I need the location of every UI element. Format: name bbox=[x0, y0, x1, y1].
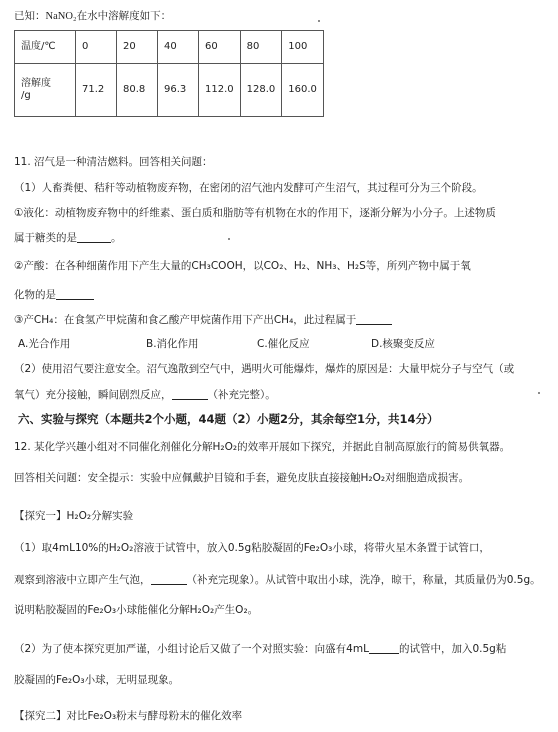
explore1-heading: 【探究一】H₂O₂分解实验 bbox=[14, 510, 134, 522]
q12-step1-a: （1）取4mL10%的H₂O₂溶液于试管中，放入0.5g粘胶凝固的Fe₂O₃小球，将带火星木条置于试管口， bbox=[14, 542, 490, 554]
table-row-label bbox=[15, 64, 76, 117]
answer-blank[interactable] bbox=[151, 573, 187, 585]
decorative-dot bbox=[538, 392, 540, 394]
table-cell: 160.0 bbox=[282, 64, 324, 117]
row-label-line1: 溶解度 bbox=[21, 77, 51, 89]
q11-hydrolysis-a: ①液化：动植物废弃物中的纤维素、蛋白质和脂肪等有机物在水的作用下，逐渐分解为小分子。上述物质 bbox=[14, 207, 496, 219]
table-cell: 80.8 bbox=[117, 64, 158, 117]
table-cell: 60 bbox=[199, 31, 241, 64]
q12-step1-b bbox=[14, 573, 541, 587]
row-label-line2: /g bbox=[21, 90, 31, 101]
option-d[interactable]: D.核聚变反应 bbox=[371, 338, 435, 350]
q11-acid-a: ②产酸：在各种细菌作用下产生大量的CH₃COOH，以CO₂、H₂、NH₃、H₂S等，所列产物中属于氧 bbox=[14, 260, 471, 272]
intro-formula: NaNO₂ bbox=[45, 11, 77, 22]
table-cell: 96.3 bbox=[158, 64, 199, 117]
table-header-row bbox=[15, 31, 324, 64]
q11-stem: 11. 沼气是一种清洁燃料。回答相关问题： bbox=[14, 156, 213, 168]
q11-hydrolysis-b: 属于糖类的是 。 bbox=[14, 232, 122, 244]
table-cell: 128.0 bbox=[240, 64, 282, 117]
q12-step1-c: 说明粘胶凝固的Fe₂O₃小球能催化分解H₂O₂产生O₂。 bbox=[14, 604, 259, 616]
q11-acid-b bbox=[14, 288, 94, 302]
answer-blank[interactable] bbox=[77, 231, 111, 243]
table-cell: 40 bbox=[158, 31, 199, 64]
option-a[interactable]: A.光合作用 bbox=[18, 338, 71, 350]
table-cell: 0 bbox=[76, 31, 117, 64]
q11-part2-a: （2）使用沼气要注意安全。沼气逸散到空气中，遇明火可能爆炸，爆炸的原因是：大量甲烷分子与空气（或 bbox=[14, 363, 515, 375]
step2-suffix: 的试管中，加入0.5g粘 bbox=[398, 643, 507, 655]
table-cell: 112.0 bbox=[199, 64, 241, 117]
step1-suffix: （补充完现象）。从试管中取出小球，洗净，晾干，称量，其质量仍为0.5g。 bbox=[186, 574, 541, 586]
table-row bbox=[15, 64, 324, 117]
q11-part2-b bbox=[14, 388, 276, 402]
answer-blank[interactable] bbox=[172, 388, 208, 400]
section-title: 六、实验与探究（本题共2个小题，44题（2）小题2分，其余每空1分，共14分） bbox=[18, 412, 439, 426]
part2-text: 氧气）充分接触，瞬间剧烈反应， bbox=[14, 389, 172, 401]
acid-text: 化物的是 bbox=[14, 289, 56, 301]
explore2-heading: 【探究二】对比Fe₂O₃粉末与酵母粉末的催化效率 bbox=[14, 710, 243, 722]
table-cell: 20 bbox=[117, 31, 158, 64]
q12-line2: 回答相关问题：安全提示：实验中应佩戴护目镜和手套，避免皮肤直接接触H₂O₂对细胞造成损害。 bbox=[14, 472, 470, 484]
q12-step2-b: 胶凝固的Fe₂O₃小球，无明显现象。 bbox=[14, 674, 180, 686]
q11-part1: （1）人畜粪便、秸秆等动植物废弃物，在密闭的沼气池内发酵可产生沼气，其过程可分为三个阶段。 bbox=[14, 182, 483, 194]
intro-suffix: 在水中溶解度如下： bbox=[76, 10, 172, 22]
decorative-dot bbox=[318, 20, 320, 22]
table-cell: 71.2 bbox=[76, 64, 117, 117]
option-b[interactable]: B.消化作用 bbox=[146, 338, 199, 350]
table-cell: 100 bbox=[282, 31, 324, 64]
table-cell: 80 bbox=[240, 31, 282, 64]
answer-blank[interactable] bbox=[369, 642, 399, 654]
decorative-dot bbox=[228, 238, 230, 240]
methane-text: ③产CH₄：在食氢产甲烷菌和食乙酸产甲烷菌作用下产出CH₄，此过程属于 bbox=[14, 314, 357, 326]
hydrolysis-text: 属于糖类的是 bbox=[14, 232, 77, 244]
step1-text: 观察到溶液中立即产生气泡， bbox=[14, 574, 151, 586]
step2-text: （2）为了使本探究更加严谨，小组讨论后又做了一个对照实验：向盛有4mL bbox=[14, 643, 369, 655]
solubility-table bbox=[14, 30, 324, 117]
q12-line1: 12. 某化学兴趣小组对不同催化剂催化分解H₂O₂的效率开展如下探究，并据此自制高原旅行的简易供氧器。 bbox=[14, 441, 511, 453]
table-cell: 温度/℃ bbox=[15, 31, 76, 64]
part2-suffix: （补充完整）。 bbox=[207, 389, 276, 401]
intro-line bbox=[14, 10, 171, 23]
answer-blank[interactable] bbox=[56, 288, 94, 300]
intro-prefix: 已知： bbox=[14, 10, 46, 22]
option-c[interactable]: C.催化反应 bbox=[257, 338, 310, 350]
q12-step2-a bbox=[14, 642, 506, 656]
q11-methane bbox=[14, 313, 392, 327]
answer-blank[interactable] bbox=[356, 313, 392, 325]
